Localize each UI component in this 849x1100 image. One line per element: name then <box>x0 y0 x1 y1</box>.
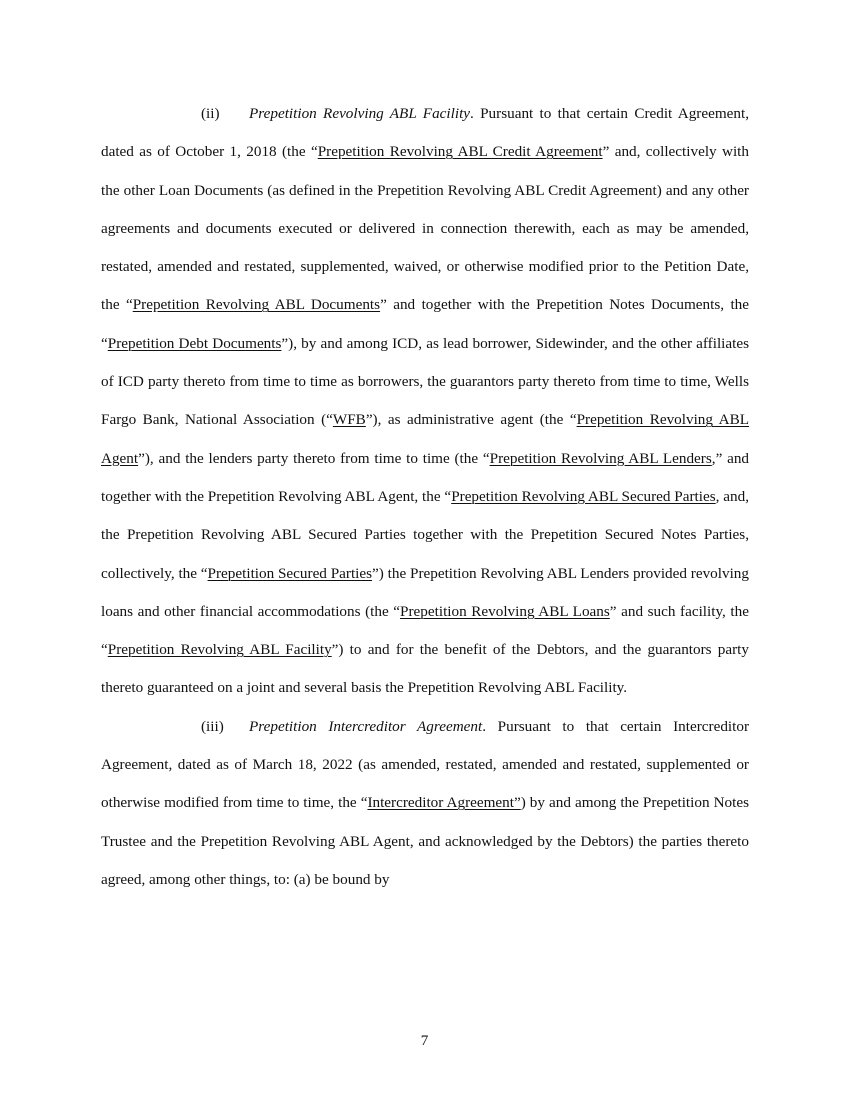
heading-period: . <box>482 717 487 735</box>
defined-term: Prepetition Debt Documents <box>107 334 282 352</box>
paragraph-body <box>101 718 749 888</box>
defined-term: Prepetition Secured Parties <box>207 564 373 582</box>
page-number: 7 <box>420 1032 429 1049</box>
body-text-run: Pursuant to that certain Credit Agreement, dated as of October 1, 2018 (the “ <box>101 105 749 161</box>
body-text-run: ,” and together with the Prepetition Revolving ABL Agent, the “ <box>101 449 750 505</box>
defined-term: Prepetition Revolving ABL Secured Parties <box>451 487 716 505</box>
defined-term: Prepetition Revolving ABL Lenders <box>489 449 712 467</box>
paragraph-heading: Prepetition Revolving ABL Facility <box>249 105 471 122</box>
body-text-run: ”) the Prepetition Revolving ABL Lenders provided revolving loans and other financial accommodations (the “ <box>101 564 749 620</box>
defined-term: WFB <box>332 411 366 429</box>
body-text-run: ”), by and among ICD, as lead borrower, Sidewinder, and the other affiliates of ICD party thereto from time to time as borrowers, the guarantors party thereto from time to time, Wells Fargo Bank, National Association (“ <box>101 334 750 429</box>
paragraph-ii <box>101 95 749 708</box>
body-text-run: ”), as administrative agent (the “ <box>365 411 577 429</box>
paragraph-heading: Prepetition Intercreditor Agreement <box>249 717 483 735</box>
body-text-run: ” and such facility, the “ <box>101 602 749 659</box>
paragraph-number: (iii) <box>201 717 224 735</box>
body-text-run: , and, the Prepetition Revolving ABL Secured Parties together with the Prepetition Secured Notes Parties, collectively, the “ <box>101 487 749 582</box>
defined-term: Prepetition Revolving ABL Loans <box>400 602 610 620</box>
paragraph-number: (ii) <box>201 105 220 122</box>
defined-term: Prepetition Revolving ABL Agent <box>101 411 749 467</box>
defined-term: Prepetition Revolving ABL Facility <box>107 641 332 659</box>
body-text-run: ”), and the lenders party thereto from time to time (the “ <box>138 449 490 467</box>
body-text <box>101 95 749 899</box>
body-text-run: ”) to and for the benefit of the Debtors, and the guarantors party thereto guaranteed on a joint and several basis the Prepetition Revolving ABL Facility. <box>101 641 749 697</box>
body-text-run: ” and together with the Prepetition Notes Documents, the “ <box>101 296 750 352</box>
body-text-run: ” and, collectively with the other Loan Documents (as defined in the Prepetition Revolving ABL Credit Agreement) and any other agreements and documents executed or delivered in connection therewith, each as may be amended, restated, amended and restated, supplemented, waived, or otherwise modified prior to the Petition Date, the “ <box>101 143 749 314</box>
paragraph-iii <box>101 708 749 899</box>
defined-term: Prepetition Revolving ABL Credit Agreement <box>317 143 603 161</box>
defined-term: Prepetition Revolving ABL Documents <box>132 296 381 314</box>
defined-term: Intercreditor Agreement” <box>367 794 521 812</box>
body-text-run: Pursuant to that certain Intercreditor Agreement, dated as of March 18, 2022 (as amended, restated, amended and restated, supplemented or otherwise modified from time to time, the “ <box>101 717 749 812</box>
body-text-run: ) by and among the Prepetition Notes Trustee and the Prepetition Revolving ABL Agent, and acknowledged by the Debtors) the parties thereto agreed, among other things, to: (a) be bound by <box>101 794 749 888</box>
heading-period: . <box>470 105 474 122</box>
paragraph-body <box>101 105 749 696</box>
